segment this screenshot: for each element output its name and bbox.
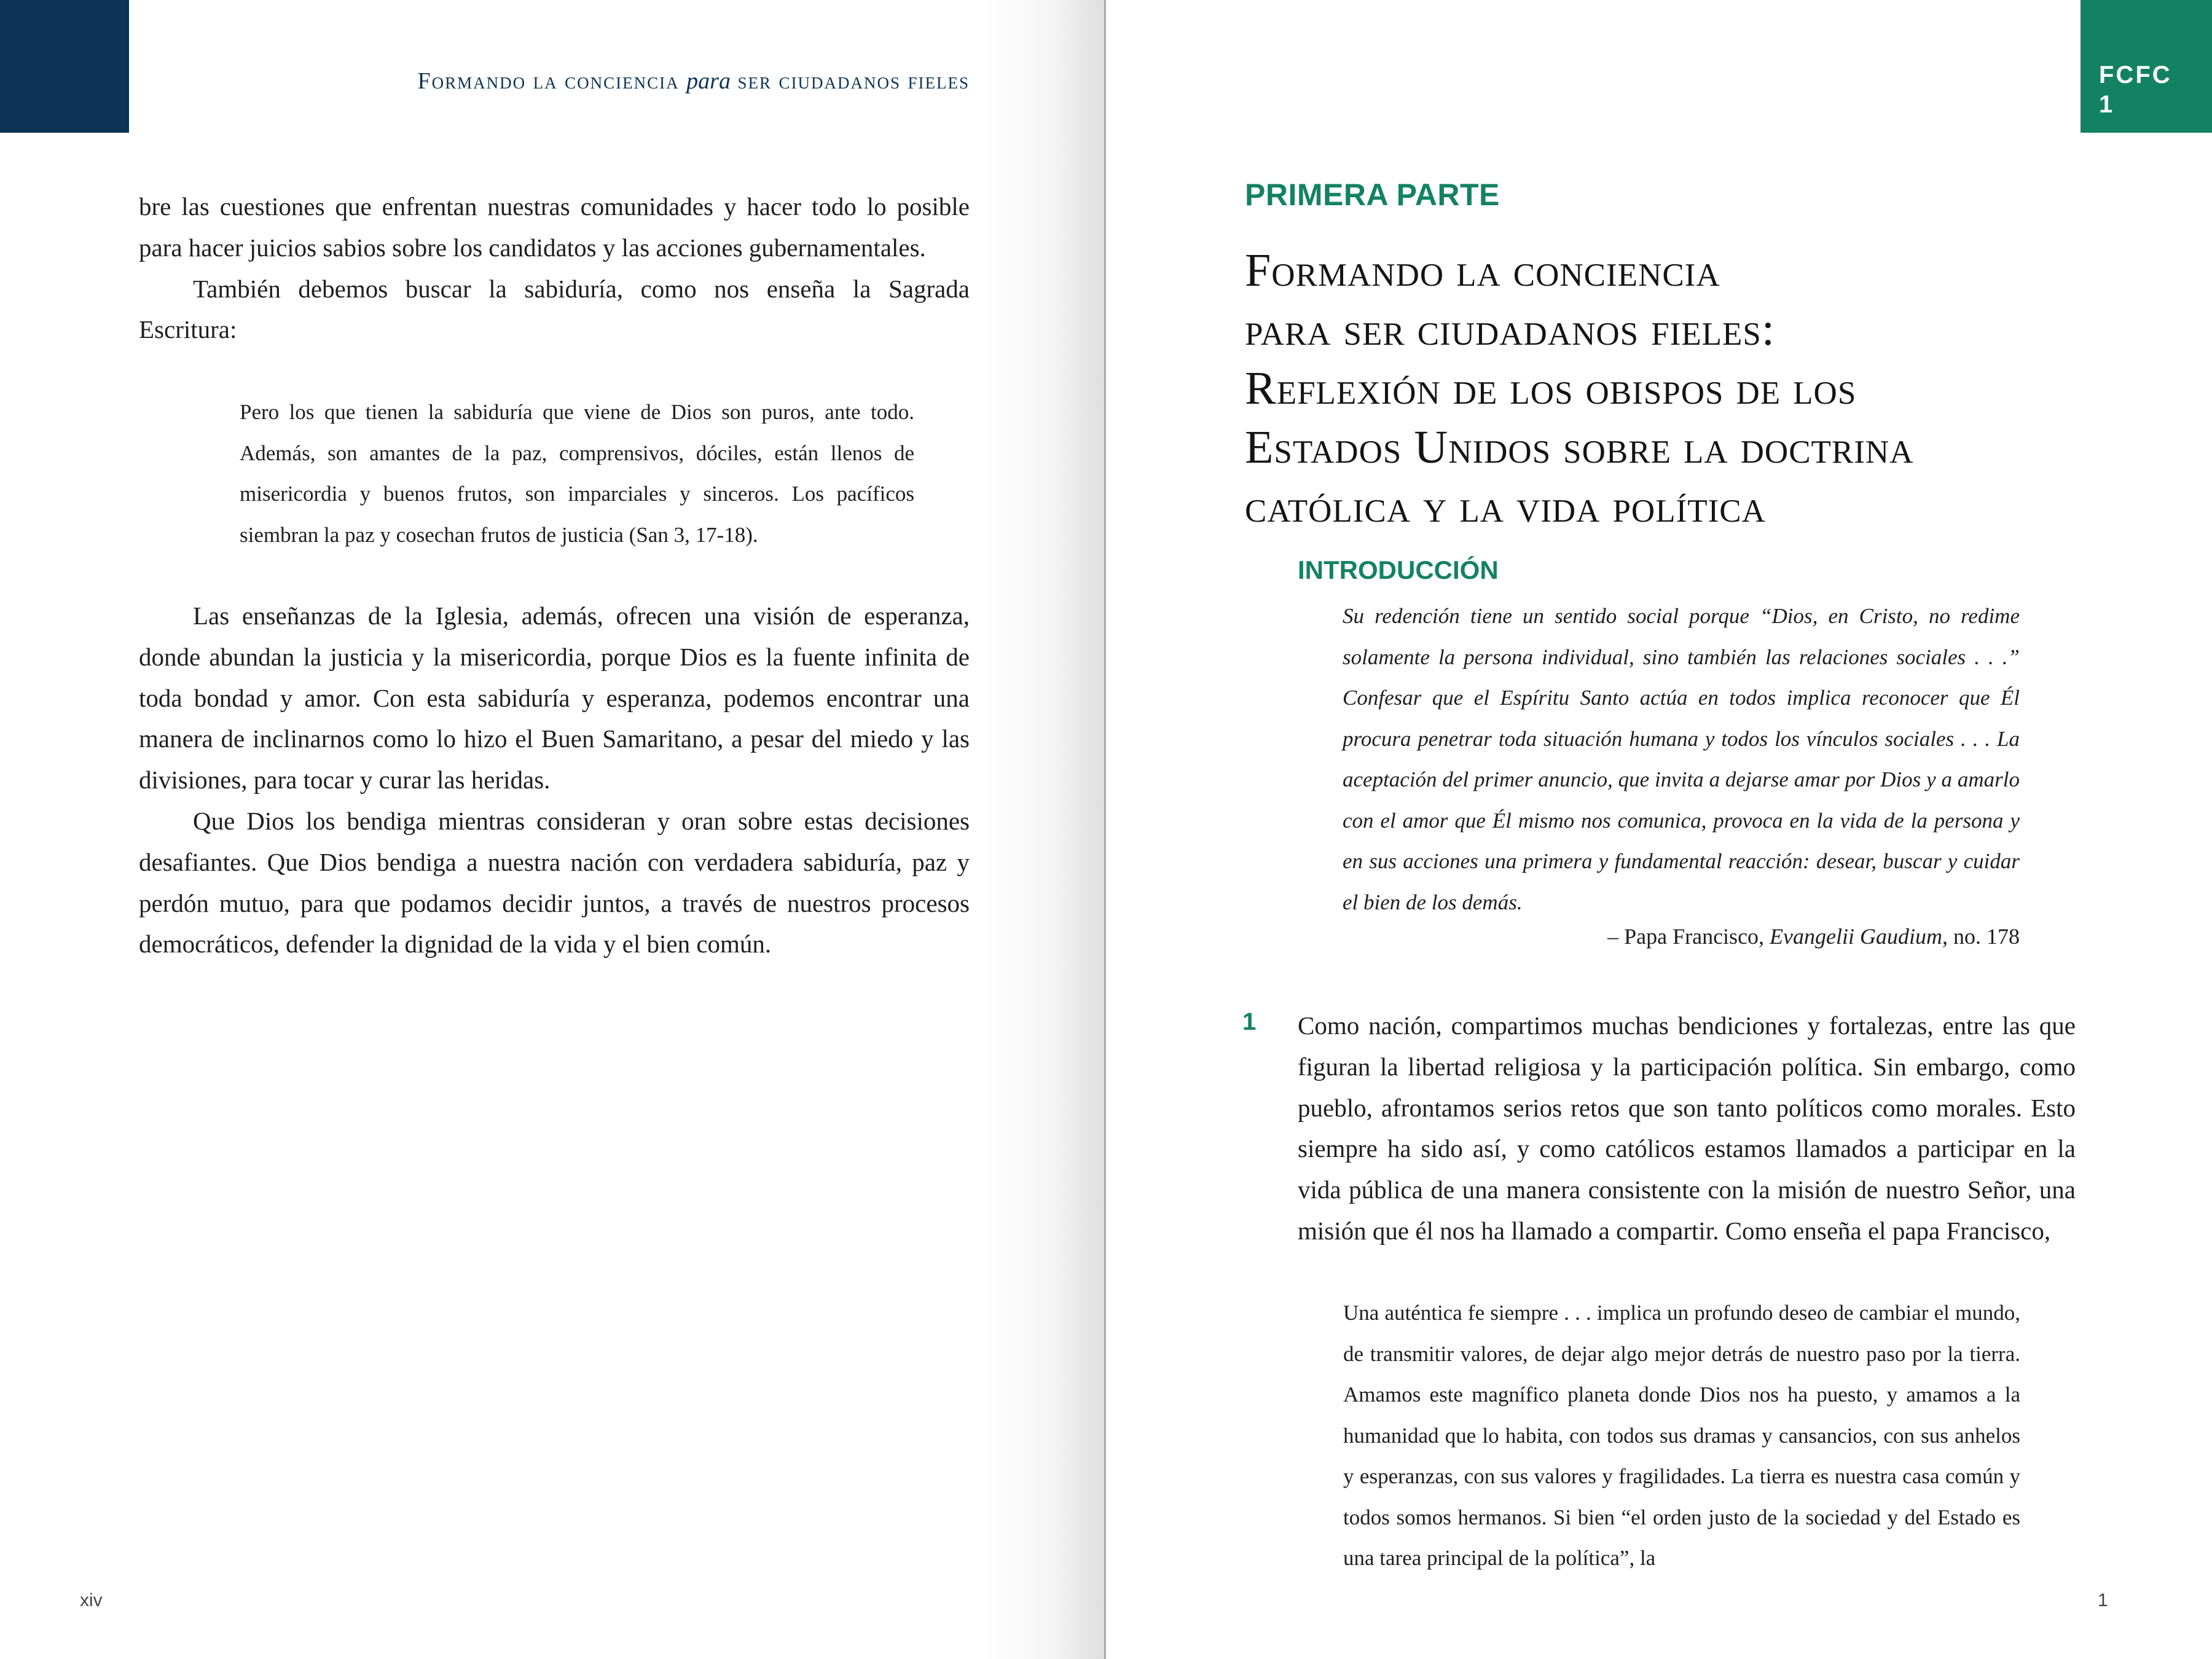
left-body-text-2: [139, 595, 970, 965]
running-head-after: ser ciudadanos fieles: [730, 68, 970, 94]
right-page: [1106, 0, 2212, 1659]
page-number-right: 1: [2098, 1590, 2108, 1610]
chapter-title: [1245, 241, 2105, 536]
title-line: Reflexión de los obispos de los: [1245, 363, 1857, 414]
scripture-quote: Pero los que tienen la sabiduría que viene de Dios son puros, ante todo. Además, son amantes de la paz, comprensivos, dóciles, están llenos de misericordia y buenos frutos, son imparciales y sinceros. Los pacíficos siembran la paz y cosechan frutos de justicia (San 3, 17-18).: [240, 400, 914, 547]
title-line: Formando la conciencia: [1245, 245, 1720, 296]
body-paragraph: Las enseñanzas de la Iglesia, además, ofrecen una visión de esperanza, donde abundan la justicia y la misericordia, porque Dios es la fuente infinita de toda bondad y amor. Con esta sabiduría y esperanza, podemos encontrar una manera de inclinarnos como lo hizo el Buen Samaritano, a pesar del miedo y las divisiones, para tocar y curar las heridas.: [139, 602, 970, 794]
title-line: Estados Unidos sobre la doctrina: [1245, 422, 1914, 473]
page-number-left: xiv: [80, 1590, 103, 1610]
section-heading: INTRODUCCIÓN: [1298, 555, 1499, 584]
attribution-before: – Papa Francisco,: [1607, 924, 1770, 949]
section-tab-label: FCFC: [2099, 61, 2172, 88]
left-body-text-1: [139, 186, 970, 350]
section-tab-number: 1: [2099, 91, 2113, 118]
part-label: PRIMERA PARTE: [1245, 178, 1500, 212]
running-head-italic: para: [686, 68, 731, 94]
attribution-after: , no. 178: [1942, 924, 2020, 949]
body-paragraph: También debemos buscar la sabiduría, como nos enseña la Sagrada Escritura:: [139, 274, 970, 344]
paragraph-number: 1: [1242, 1008, 1257, 1035]
body-paragraph: Que Dios los bendiga mientras consideran y oran sobre estas decisiones desafiantes. Que Dios bendiga a nuestra nación con verdadera sabiduría, paz y perdón mutuo, para que podamos decidir juntos, a través de nuestros procesos democráticos, defender la dignidad de la vida y el bien común.: [139, 806, 970, 959]
francis-quote: Una auténtica fe siempre . . . implica un profundo deseo de cambiar el mundo, de transmitir valores, de dejar algo mejor detrás de nuestro paso por la tierra. Amamos este magnífico planeta donde Dios nos ha puesto, y amamos a la humanidad que lo habita, con todos sus dramas y cansancios, con sus anhelos y esperanzas, con sus valores y fragilidades. La tierra es nuestra casa común y todos somos hermanos. Si bien “el orden justo de la sociedad y del Estado es una tarea principal de la política”, la: [1343, 1301, 2020, 1570]
body-paragraph: bre las cuestiones que enfrentan nuestras comunidades y hacer todo lo posible para hacer juicios sabios sobre los candidatos y las acciones gubernamentales.: [139, 192, 970, 262]
epigraph-attribution: [1343, 924, 2020, 949]
body-paragraph: Como nación, compartimos muchas bendiciones y fortalezas, entre las que figuran la libertad religiosa y la participación política. Sin embargo, como pueblo, afrontamos serios retos que son tanto políticos como morales. Esto siempre ha sido así, y como católicos estamos llamados a participar en la vida pública de una manera consistente con la misión de nuestro Señor, una misión que él nos ha llamado a compartir. Como enseña el papa Francisco,: [1298, 1011, 2076, 1245]
navy-corner-block: [0, 0, 129, 133]
epigraph-quote: Su redención tiene un sentido social porque “Dios, en Cristo, no redime solamente la persona individual, sino también las relaciones sociales . . .” Confesar que el Espíritu Santo actúa en todos implica reconocer que Él procura penetrar toda situación humana y todos los vínculos sociales . . . La aceptación del primer anuncio, que invita a dejarse amar por Dios y a amarlo con el amor que Él mismo nos comunica, provoca en la vida de la persona y en sus acciones una primera y fundamental reacción: desear, buscar y cuidar el bien de los demás.: [1343, 604, 2020, 914]
gutter-shadow: [983, 0, 1106, 1659]
running-head-before: Formando la conciencia: [417, 68, 687, 94]
section-tab: [2081, 0, 2212, 133]
running-head: [184, 68, 970, 95]
title-line: para ser ciudadanos fieles:: [1245, 304, 1775, 355]
right-body-text: [1298, 1005, 2076, 1252]
attribution-italic: Evangelii Gaudium: [1770, 924, 1942, 949]
title-line: católica y la vida política: [1245, 480, 1766, 532]
